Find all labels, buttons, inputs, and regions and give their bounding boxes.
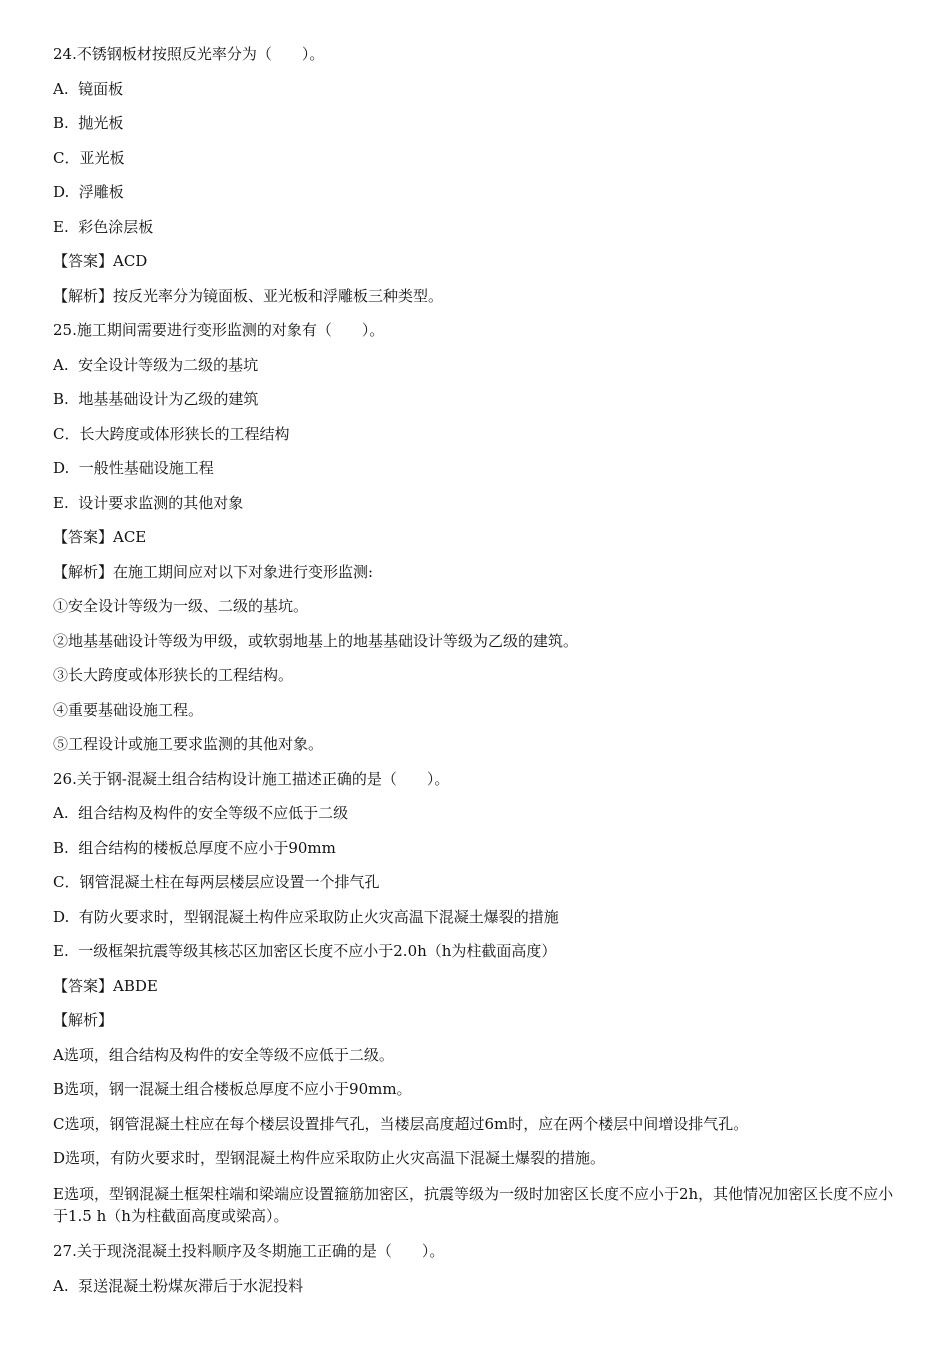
question-26-option-c: C．钢管混凝土柱在每两层楼层应设置一个排气孔 (53, 873, 380, 891)
question-25-answer: 【答案】ACE (53, 528, 147, 546)
question-25-stem: 25.施工期间需要进行变形监测的对象有（ ）。 (53, 321, 385, 339)
question-24-option-a: A. 镜面板 (53, 79, 124, 98)
question-25-analysis-heading: 【解析】在施工期间应对以下对象进行变形监测: (53, 562, 374, 581)
question-26-analysis-heading: 【解析】 (53, 1011, 114, 1029)
question-25-option-d: D. 一般性基础设施工程 (53, 459, 214, 477)
question-26-option-d: D. 有防火要求时，型钢混凝土构件应采取防止火灾高温下混凝土爆裂的措施 (53, 907, 559, 926)
question-26-answer: 【答案】ABDE (53, 976, 158, 995)
question-26-option-e: E. 一级框架抗震等级其核芯区加密区长度不应小于2.0h（h为柱截面高度） (53, 942, 557, 960)
question-24-answer: 【答案】ACD (53, 252, 148, 270)
question-26-analysis-d: D选项，有防火要求时，型钢混凝土构件应采取防止火灾高温下混凝土爆裂的措施。 (53, 1149, 606, 1167)
question-25-analysis-item-1: ①安全设计等级为一级、二级的基坑。 (53, 597, 309, 615)
question-25-analysis-item-4: ④重要基础设施工程。 (53, 700, 204, 719)
document-body (53, 44, 898, 1310)
question-26-stem: 26.关于钢-混凝土组合结构设计施工描述正确的是（ ）。 (53, 769, 450, 788)
question-24-stem: 24.不锈钢板材按照反光率分为（ ）。 (53, 45, 325, 63)
question-26-analysis-b: B选项，钢一混凝土组合楼板总厚度不应小于90mm。 (53, 1080, 412, 1098)
question-25-option-e: E. 设计要求监测的其他对象 (53, 493, 244, 512)
question-26-option-b: B. 组合结构的楼板总厚度不应小于90mm (53, 838, 336, 857)
question-25-option-c: C．长大跨度或体形狭长的工程结构 (53, 424, 290, 443)
question-25-analysis-item-2: ②地基基础设计等级为甲级，或软弱地基上的地基基础设计等级为乙级的建筑。 (53, 631, 579, 650)
question-24-option-c: C．亚光板 (53, 148, 125, 167)
question-26-analysis-e: E选项，型钢混凝土框架柱端和梁端应设置箍筋加密区，抗震等级为一级时加密区长度不应小于2h，其他情况加密区长度不应小于1.5 h（h为柱截面高度或梁高）。 (53, 1184, 894, 1225)
question-27-stem: 27.关于现浇混凝土投料顺序及冬期施工正确的是（ ）。 (53, 1242, 445, 1260)
question-24-option-d: D. 浮雕板 (53, 183, 124, 201)
question-26-analysis-c: C选项，钢管混凝土柱应在每个楼层设置排气孔，当楼层高度超过6m时，应在两个楼层中间增设排气孔。 (53, 1114, 749, 1133)
question-24-analysis: 【解析】按反光率分为镜面板、亚光板和浮雕板三种类型。 (53, 286, 444, 305)
question-25-option-a: A. 安全设计等级为二级的基坑 (53, 355, 259, 374)
question-26-analysis-a: A选项，组合结构及构件的安全等级不应低于二级。 (53, 1045, 394, 1064)
question-27-option-a: A. 泵送混凝土粉煤灰滞后于水泥投料 (53, 1276, 304, 1295)
question-24-option-e: E. 彩色涂层板 (53, 217, 154, 236)
question-25-option-b: B. 地基基础设计为乙级的建筑 (53, 390, 259, 408)
question-24-option-b: B. 抛光板 (53, 114, 124, 132)
question-26-option-a: A. 组合结构及构件的安全等级不应低于二级 (53, 804, 349, 822)
question-25-analysis-item-5: ⑤工程设计或施工要求监测的其他对象。 (53, 735, 324, 753)
question-25-analysis-item-3: ③长大跨度或体形狭长的工程结构。 (53, 666, 294, 684)
